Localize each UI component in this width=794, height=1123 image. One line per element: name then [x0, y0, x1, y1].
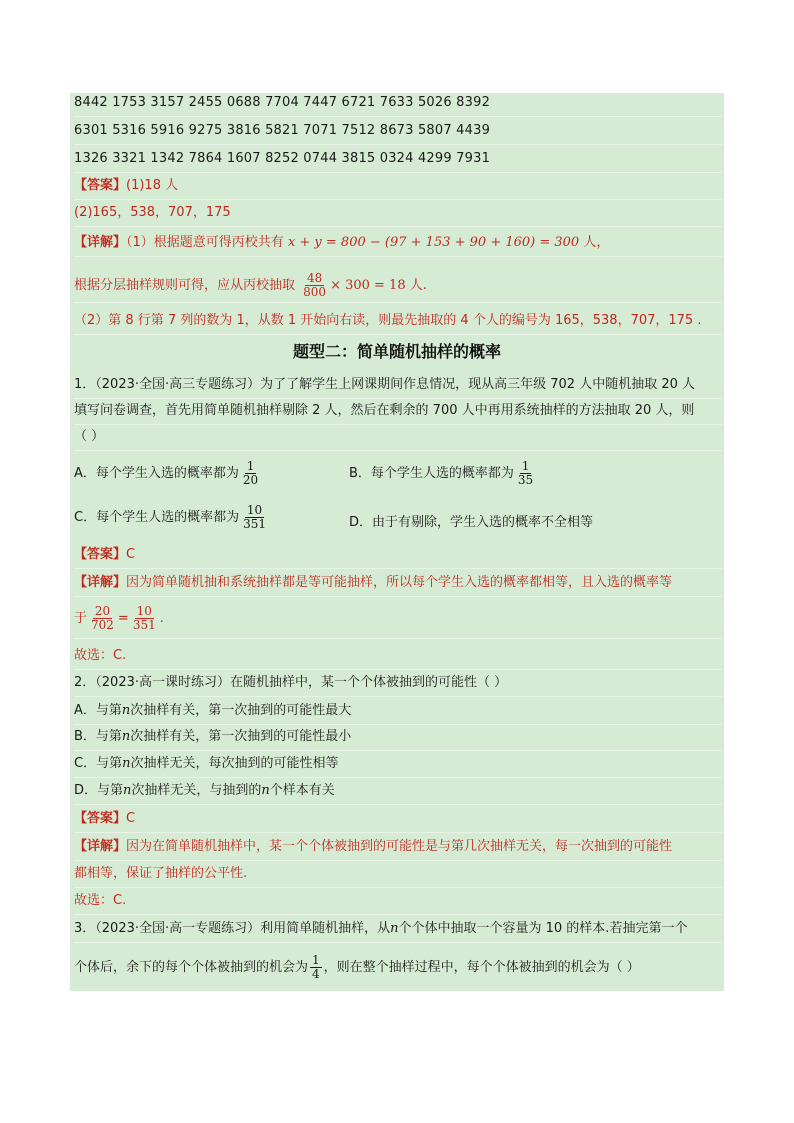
fraction: $\frac{1}{20}$ [242, 459, 259, 487]
detail-line: 都相等，保证了抽样的公平性. [74, 861, 722, 888]
option-d: D．由于有剔除，学生入选的概率不全相等 [349, 515, 594, 530]
detail-tag: 【详解】 [74, 575, 127, 590]
answer-tag: 【答案】 [74, 547, 127, 562]
question-stem: 个体后，余下的每个个体被抽到的机会为 $\frac{1}{4}$ ，则在整个抽样过程中，每个个体被抽到的机会为（ ） [74, 953, 640, 981]
answer-text: (1)18 人 [126, 178, 179, 193]
random-table-row: 6301 5316 5916 9275 3816 5821 7071 7512 8673 5807 4439 [74, 118, 722, 145]
detail-text: 人， [583, 235, 610, 250]
equation: x + y = 800 − (97 + 153 + 90 + 160) = 300 [287, 235, 580, 250]
choice-line: 故选：C. [74, 643, 722, 670]
detail-line: （2）第 8 行第 7 列的数为 1，从数 1 开始向右读，则最先抽取的 4 个人的编号为 165，538，707，175 . [74, 308, 722, 335]
detail-line [74, 230, 722, 257]
answer-text: C [126, 547, 136, 562]
option-a: A．每个学生入选的概率都为 $\frac{1}{20}$ [74, 459, 259, 487]
question-stem: 3．（2023·全国·高一专题练习）利用简单随机抽样，从n个个体中抽取一个容量为 10 的样本.若抽完第一个 [74, 916, 722, 943]
answer-line [74, 806, 722, 833]
equation: × 300 = 18 [330, 278, 406, 293]
question-stem: 2．（2023·高一课时练习）在随机抽样中，某一个个体被抽到的可能性（ ） [74, 670, 722, 697]
detail-tag: 【详解】 [74, 235, 127, 250]
question-stem: 填写问卷调查，首先用简单随机抽样剔除 2 人，然后在剩余的 700 人中再用系统抽样的方法抽取 20 人，则 [74, 398, 722, 425]
answer-tag: 【答案】 [74, 178, 127, 193]
fraction: $\frac{10}{351}$ [132, 604, 156, 632]
answer-line [74, 173, 722, 200]
option-c: C．与第n次抽样无关，每次抽到的可能性相等 [74, 751, 722, 778]
question-stem: 1．（2023·全国·高三专题练习）为了了解学生上网课期间作息情况，现从高三年级 702 人中随机抽取 20 人 [74, 372, 722, 399]
detail-line [74, 834, 722, 861]
detail-text: 根据分层抽样规则可得，应从丙校抽取 [74, 278, 296, 293]
option-d: D．与第n次抽样无关，与抽到的n个样本有关 [74, 778, 722, 805]
detail-text: 因为简单随机抽和系统抽样都是等可能抽样，所以每个学生入选的概率都相等，且入选的概率等 [126, 575, 673, 590]
random-table-row: 8442 1753 3157 2455 0688 7704 7447 6721 7633 5026 8392 [74, 90, 722, 117]
section-title: 题型二：简单随机抽样的概率 [292, 342, 501, 361]
question-stem: （ ） [74, 424, 722, 451]
answer-tag: 【答案】 [74, 811, 127, 826]
detail-text: 人. [409, 278, 427, 293]
detail-line: 于 $\frac{20}{702}$ = $\frac{10}{351}$ . [74, 600, 722, 639]
detail-text: 因为在简单随机抽样中，某一个个体被抽到的可能性是与第几次抽样无关，每一次抽到的可能性 [126, 839, 673, 854]
detail-line [74, 570, 722, 597]
fraction: $\frac{48}{800}$ [303, 271, 327, 299]
answer-text: C [126, 811, 136, 826]
answer-line [74, 542, 722, 569]
option-a: A．与第n次抽样有关，第一次抽到的可能性最大 [74, 698, 722, 725]
choice-line: 故选：C. [74, 888, 722, 915]
fraction: $\frac{1}{4}$ [312, 953, 320, 981]
option-b: B．与第n次抽样有关，第一次抽到的可能性最小 [74, 724, 722, 751]
option-b: B．每个学生人选的概率都为 $\frac{1}{35}$ [349, 459, 534, 487]
answer-text-2: (2)165，538，707，175 [74, 200, 722, 227]
detail-tag: 【详解】 [74, 839, 127, 854]
fraction: $\frac{10}{351}$ [243, 503, 266, 531]
option-c: C．每个学生人选的概率都为 $\frac{10}{351}$ [74, 503, 266, 531]
random-table-row: 1326 3321 1342 7864 1607 8252 0744 3815 0324 4299 7931 [74, 146, 722, 173]
detail-line [74, 270, 722, 303]
fraction: $\frac{20}{702}$ [91, 604, 114, 632]
fraction: $\frac{1}{35}$ [517, 459, 534, 487]
detail-text: （1）根据题意可得丙校共有 [126, 235, 284, 250]
